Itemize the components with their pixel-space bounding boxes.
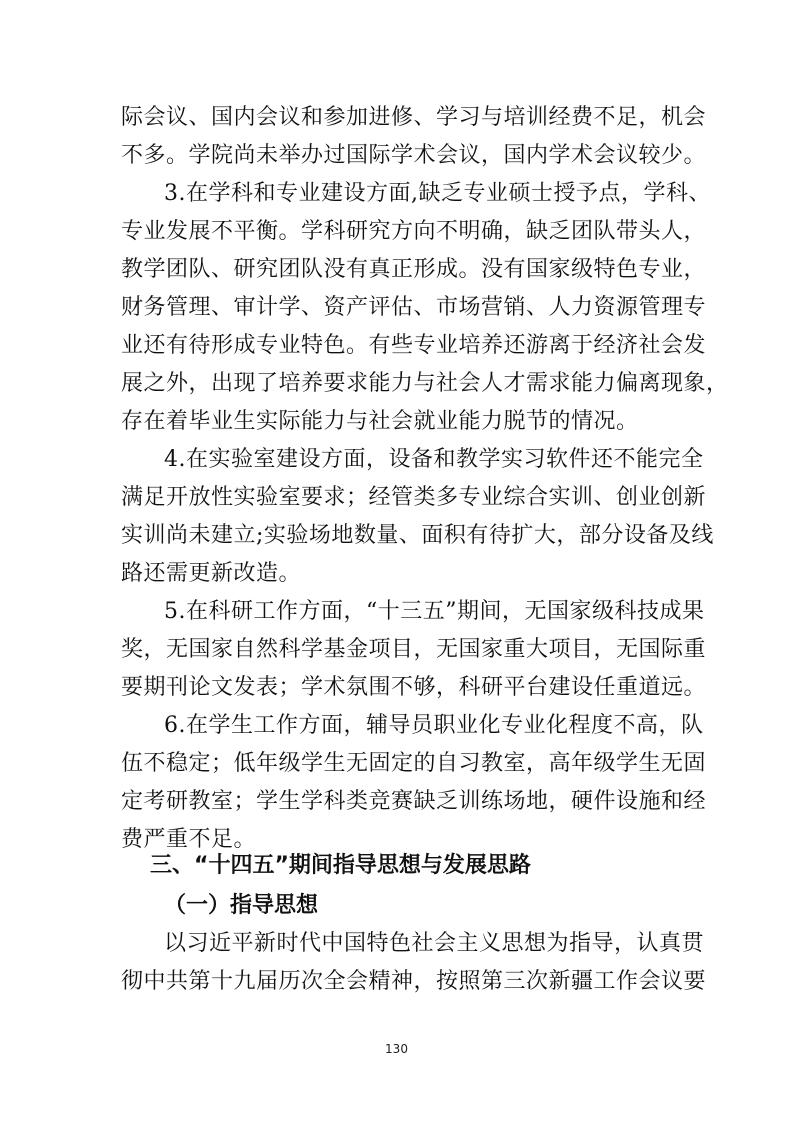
body-line: 不多。学院尚未举办过国际学术会议，国内学术会议较少。 [121, 143, 707, 168]
body-line: 展之外，出现了培养要求能力与社会人才需求能力偏离现象， [121, 371, 729, 396]
subsection-heading: （一）指导思想 [164, 893, 319, 918]
body-line: 费严重不足。 [121, 827, 257, 852]
body-line: 专业发展不平衡。学科研究方向不明确，缺乏团队带头人， [121, 219, 707, 244]
body-line: 3.在学科和专业建设方面,缺乏专业硕士授予点，学科、 [164, 181, 711, 206]
body-line: 定考研教室；学生学科类竞赛缺乏训练场地，硬件设施和经 [121, 789, 707, 814]
section-heading: 三、“十四五”期间指导思想与发展思路 [150, 853, 531, 878]
body-line: 路还需更新改造。 [121, 561, 302, 586]
body-line: 要期刊论文发表；学术氛围不够，科研平台建设任重道远。 [121, 675, 707, 700]
body-line: 彻中共第十九届历次全会精神，按照第三次新疆工作会议要 [121, 969, 707, 994]
body-line: 奖，无国家自然科学基金项目，无国家重大项目，无国际重 [121, 637, 707, 662]
body-line: 业还有待形成专业特色。有些专业培养还游离于经济社会发 [121, 333, 707, 358]
body-line: 教学团队、研究团队没有真正形成。没有国家级特色专业， [121, 257, 707, 282]
body-line: 际会议、国内会议和参加进修、学习与培训经费不足，机会 [121, 105, 707, 130]
body-line: 伍不稳定；低年级学生无固定的自习教室，高年级学生无固 [121, 751, 707, 776]
body-line: 财务管理、审计学、资产评估、市场营销、人力资源管理专 [121, 295, 707, 320]
page-number: 130 [385, 1042, 408, 1056]
body-line: 以习近平新时代中国特色社会主义思想为指导，认真贯 [164, 931, 705, 956]
body-line: 满足开放性实验室要求；经管类多专业综合实训、创业创新 [121, 485, 707, 510]
body-line: 存在着毕业生实际能力与社会就业能力脱节的情况。 [121, 409, 639, 434]
body-line: 5.在科研工作方面，“十三五”期间，无国家级科技成果 [164, 599, 705, 624]
body-line: 实训尚未建立;实验场地数量、面积有待扩大，部分设备及线 [121, 523, 714, 548]
body-line: 6.在学生工作方面，辅导员职业化专业化程度不高，队 [164, 713, 704, 738]
body-line: 4.在实验室建设方面，设备和教学实习软件还不能完全 [164, 447, 704, 472]
